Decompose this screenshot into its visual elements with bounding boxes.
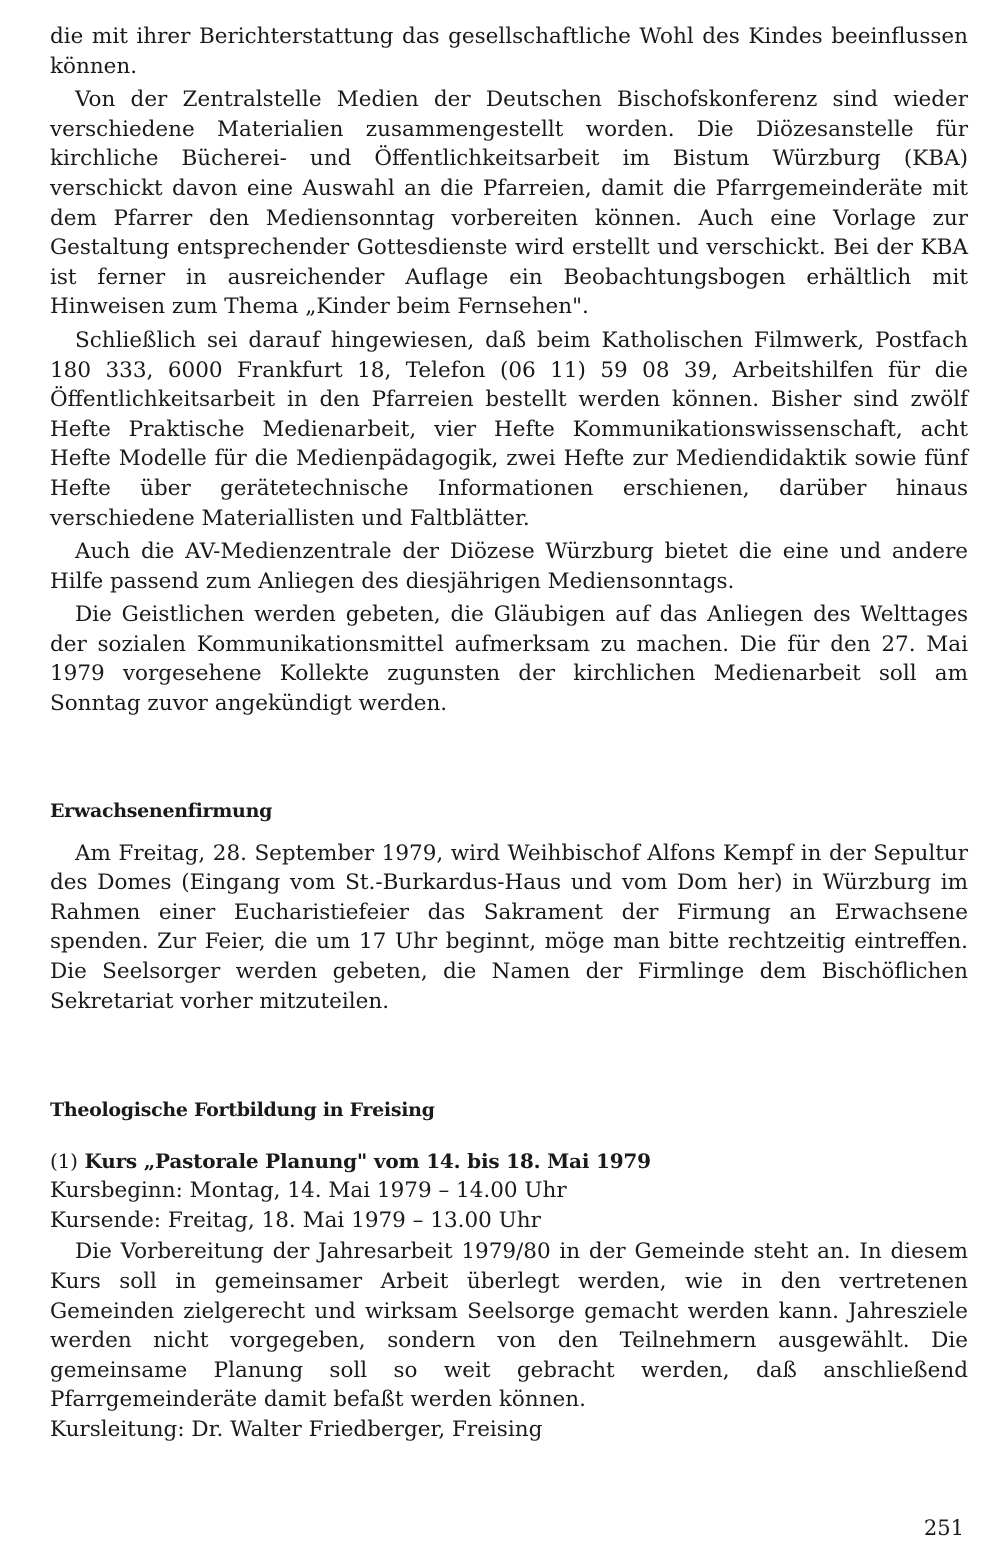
course-lead: Kursleitung: Dr. Walter Friedberger, Freising <box>50 1416 543 1442</box>
heading-fortbildung: Theologische Fortbildung in Freising <box>50 1099 435 1122</box>
course-title-line <box>50 1146 968 1176</box>
paragraph-continuation: die mit ihrer Berichterstattung das gesellschaftliche Wohl des Kindes beeinflussen können. <box>50 24 968 79</box>
paragraph-firmung: Am Freitag, 28. September 1979, wird Weihbischof Alfons Kempf in der Sepultur des Domes (Eingang vom St.-Burkardus-Haus und vom Dom her) in Würzburg im Rahmen einer Eucharistiefeier das Sakrament der Firmung an Erwachsene spenden. Zur Feier, die um 17 Uhr beginnt, möge man bitte rechtzeitig eintreffen. Die Seelsorger werden gebeten, die Namen der Firmlinge dem Bischöflichen Sekretariat vorher mitzuteilen. <box>50 840 968 1014</box>
course-title: Kurs „Pastorale Planung" vom 14. bis 18. Mai 1979 <box>84 1149 651 1174</box>
paragraph-av-medienzentrale: Auch die AV-Medienzentrale der Diözese Würzburg bietet die eine und andere Hilfe passend zum Anliegen des diesjährigen Mediensonntags. <box>50 539 968 594</box>
paragraph-kollekte: Die Geistlichen werden gebeten, die Gläubigen auf das Anliegen des Welttages der sozialen Kommunikationsmittel aufmerksam zu machen. Die für den 27. Mai 1979 vorgesehene Kollekte zugunsten der kirchlichen Medienarbeit soll am Sonntag zuvor angekündigt werden. <box>50 602 968 717</box>
course-start: Kursbeginn: Montag, 14. Mai 1979 – 14.00 Uhr <box>50 1178 567 1204</box>
course-number: (1) <box>50 1149 78 1174</box>
paragraph-materialien: Von der Zentralstelle Medien der Deutschen Bischofskonferenz sind wieder verschiedene Materialien zusammengestellt worden. Die Diözesanstelle für kirchliche Bücherei- und Öffentlichkeitsarbeit im Bistum Würzburg (KBA) verschickt davon eine Auswahl an die Pfarreien, damit die Pfarrgemeinderäte mit dem Pfarrer den Mediensonntag vorbereiten können. Auch eine Vorlage zur Gestaltung entsprechender Gottesdienste wird erstellt und verschickt. Bei der KBA ist ferner in ausreichender Auflage ein Beobachtungsbogen erhältlich mit Hinweisen zum Thema „Kinder beim Fernsehen". <box>50 87 968 320</box>
heading-erwachsenenfirmung: Erwachsenenfirmung <box>50 799 273 822</box>
paragraph-filmwerk: Schließlich sei darauf hingewiesen, daß beim Katholischen Filmwerk, Postfach 180 333, 6000 Frankfurt 18, Telefon (06 11) 59 08 39, Arbeitshilfen für die Öffentlichkeitsarbeit in den Pfarreien bestellt werden können. Bisher sind zwölf Hefte Praktische Medienarbeit, vier Hefte Kommunikationswissenschaft, acht Hefte Modelle für die Medienpädagogik, zwei Hefte zur Mediendidaktik sowie fünf Hefte über gerätetechnische Informationen erschienen, darüber hinaus verschiedene Materiallisten und Faltblätter. <box>50 327 968 531</box>
paragraph-course-description: Die Vorbereitung der Jahresarbeit 1979/80 in der Gemeinde steht an. In diesem Kurs soll in gemeinsamer Arbeit überlegt werden, wie in den vertretenen Gemeinden zielgerecht und wirksam Seelsorge gemacht werden kann. Jahresziele werden nicht vorgegeben, sondern von den Teilnehmern ausgewählt. Die gemeinsame Planung soll so weit gebracht werden, daß anschließend Pfarrgemeinderäte damit befaßt werden können. <box>50 1239 968 1413</box>
page-number: 251 <box>923 1516 964 1540</box>
document-page <box>50 22 968 1445</box>
course-end: Kursende: Freitag, 18. Mai 1979 – 13.00 Uhr <box>50 1207 541 1233</box>
